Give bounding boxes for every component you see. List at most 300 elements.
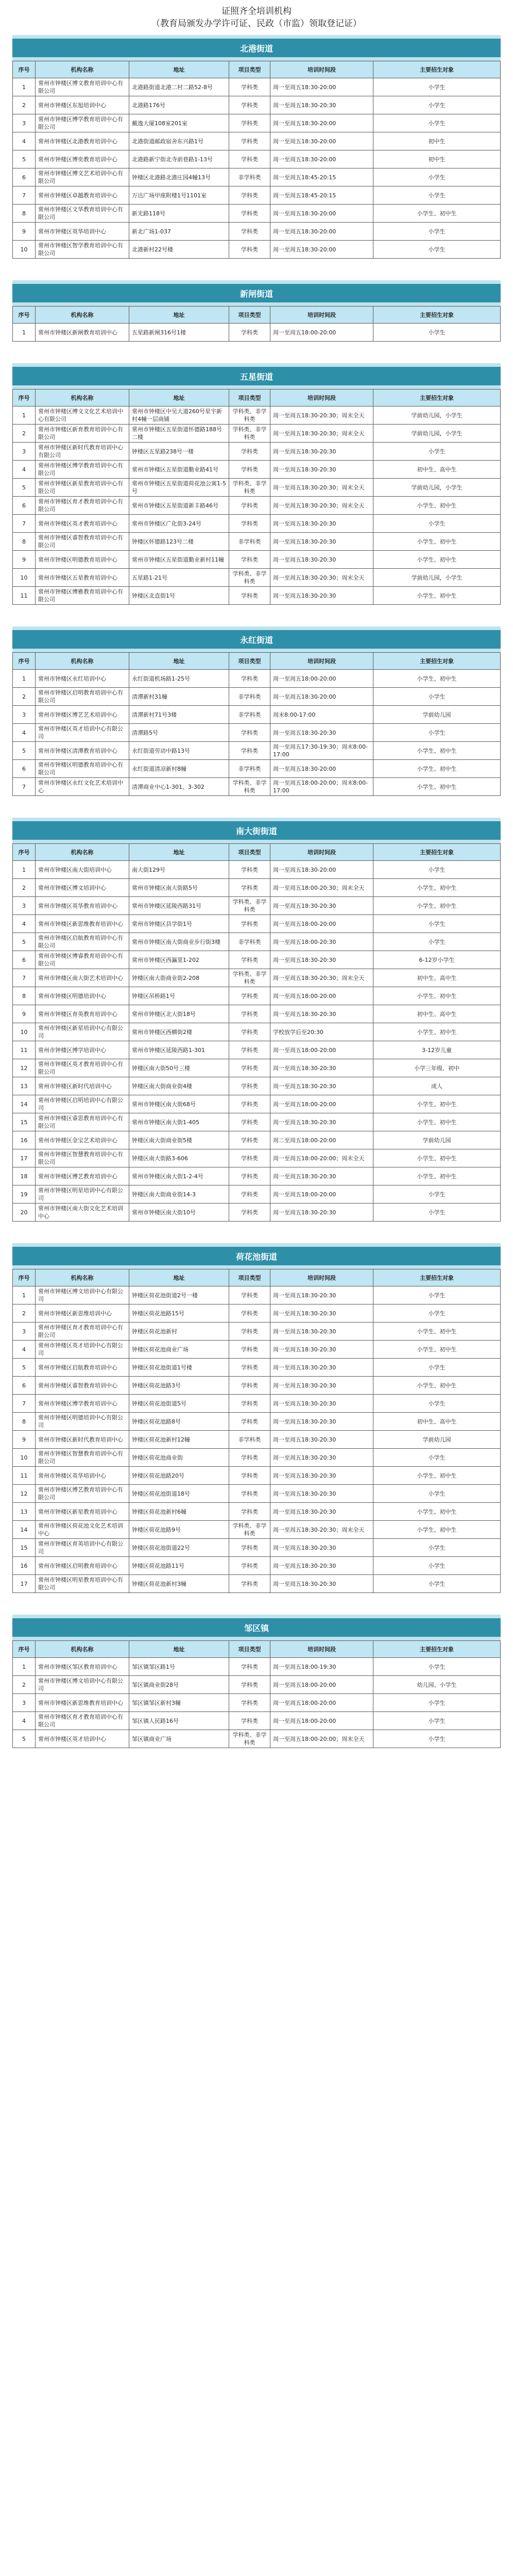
table-cell: 常州市钟楼区永红文化艺术培训中心	[36, 778, 129, 796]
institution-table	[12, 1269, 501, 1593]
table-cell: 周一至周五18:30-20:30	[270, 1304, 373, 1323]
table-row	[13, 915, 501, 933]
institution-table	[12, 843, 501, 1222]
table-cell: 学科类	[229, 1575, 270, 1593]
table-cell: 常州市钟楼区博文艺术培训中心有限公司	[36, 168, 129, 187]
table-row	[13, 1395, 501, 1413]
table-cell: 学科类	[229, 1005, 270, 1023]
table-cell: 周一至周五18:30-20:00	[270, 760, 373, 778]
table-cell: 周一至周五18:45-20:15	[270, 187, 373, 205]
table-row	[13, 861, 501, 879]
table-cell: 18	[13, 1167, 36, 1185]
table-cell: 4	[13, 915, 36, 933]
table-cell: 常州市钟楼区新育教育培训中心有限公司	[36, 425, 129, 443]
table-cell: 钟楼区怀德路123号二楼	[129, 533, 229, 551]
table-row	[13, 1167, 501, 1185]
table-cell: 学科类、非学科类	[229, 1521, 270, 1539]
table-cell: 周一至周五18:30-20:30	[270, 1204, 373, 1222]
table-cell: 常州市钟楼区明星教育培训中心有限公司	[36, 1575, 129, 1593]
table-cell: 初中生、高中生	[373, 461, 501, 479]
table-cell: 小学生	[373, 915, 501, 933]
section-2	[12, 280, 501, 342]
table-cell: 钟楼区荷花池街道5号	[129, 1395, 229, 1413]
table-cell: 17	[13, 1149, 36, 1167]
column-header: 培训时间段	[270, 653, 373, 670]
table-cell: 周一至周五18:00-20:30	[270, 933, 373, 951]
table-row	[13, 1185, 501, 1204]
table-row	[13, 879, 501, 897]
table-row	[13, 1377, 501, 1395]
table-cell: 钟楼区荷花池路8号	[129, 1413, 229, 1431]
table-cell: 4	[13, 1341, 36, 1359]
table-cell: 小学生、初中生	[373, 742, 501, 760]
column-header: 机构名称	[36, 844, 129, 861]
table-cell: 周一至周五18:30-20:30	[270, 1467, 373, 1485]
table-row	[13, 1521, 501, 1539]
table-cell: 5	[13, 742, 36, 760]
table-row	[13, 96, 501, 114]
table-cell: 学科类	[229, 443, 270, 461]
table-cell: 周一至周五18:30-20:00	[270, 114, 373, 132]
table-cell: 周一至周五18:30-20:30	[270, 1359, 373, 1377]
table-cell: 幼儿园、小学生	[373, 1676, 501, 1694]
table-cell: 钟楼区荷花池路11号	[129, 1557, 229, 1575]
table-cell: 常州市钟楼区南大街路5号	[129, 879, 229, 897]
table-cell: 常州市钟楼区明星培训中心有限公司	[36, 1185, 129, 1204]
table-row	[13, 1431, 501, 1449]
title-line-1: 证照齐全培训机构	[221, 6, 292, 16]
table-cell: 常州市钟楼区智学教育培训中心有限公司	[36, 241, 129, 259]
table-cell: 周一至周五18:30-20:30；周末全天	[270, 406, 373, 425]
table-cell: 常州市钟楼区五星街道荷花池公寓1-5号	[129, 479, 229, 497]
table-cell: 钟楼区北直街1号	[129, 587, 229, 605]
section-gap	[0, 1222, 513, 1243]
table-cell: 常州市钟楼区英才培训中心有限公司	[36, 724, 129, 742]
table-cell: 钟楼区荷花池街道22号	[129, 1539, 229, 1557]
table-cell: 常州市钟楼区博雅教育培训中心有限公司	[36, 587, 129, 605]
table-cell: 周一至周五18:00-20:00	[270, 1676, 373, 1694]
table-cell: 7	[13, 187, 36, 205]
table-cell: 周一至周五18:30-20:30	[270, 515, 373, 533]
table-cell: 戴逸大厦108室201室	[129, 114, 229, 132]
table-cell: 初中生、高中生	[373, 969, 501, 987]
table-cell: 常州市钟楼区新时代教育培训中心	[36, 1431, 129, 1449]
table-cell: 周一至周五18:30-20:30	[270, 1286, 373, 1304]
table-cell: 学科类	[229, 879, 270, 897]
table-cell: 学科类	[229, 241, 270, 259]
table-cell: 小学生、初中生	[373, 1323, 501, 1341]
table-cell: 小学生	[373, 1485, 501, 1503]
column-header: 地址	[129, 844, 229, 861]
column-header: 项目类型	[229, 1269, 270, 1286]
table-cell: 小学生、初中生	[373, 987, 501, 1005]
table-cell: 4	[13, 1712, 36, 1730]
table-cell: 学科类	[229, 1204, 270, 1222]
table-cell: 学科类	[229, 861, 270, 879]
table-cell: 小学生	[373, 223, 501, 241]
table-cell: 小学生、初中生	[373, 1521, 501, 1539]
section-6	[12, 1243, 501, 1593]
table-cell: 常州市钟楼区博睿教育培训中心有限公司	[36, 951, 129, 969]
table-cell: 周末8:00-17:00	[270, 706, 373, 724]
section-gap	[0, 605, 513, 626]
table-cell: 20	[13, 1204, 36, 1222]
table-cell: 学科类	[229, 670, 270, 688]
table-cell: 4	[13, 724, 36, 742]
table-cell: 学科类	[229, 150, 270, 168]
table-cell: 学科类、非学科类	[229, 969, 270, 987]
table-row	[13, 479, 501, 497]
table-row	[13, 132, 501, 150]
column-header: 主要招生对象	[373, 307, 501, 324]
table-cell: 学前幼儿园，小学生	[373, 425, 501, 443]
table-cell: 8	[13, 1413, 36, 1431]
table-cell: 5	[13, 150, 36, 168]
table-row	[13, 1730, 501, 1748]
table-cell: 常州市钟楼区英才培训中心有限公司	[36, 1341, 129, 1359]
column-header: 主要招生对象	[373, 844, 501, 861]
table-cell: 钟楼区荷花池新村	[129, 1323, 229, 1341]
table-cell: 常州市钟楼区博奕教育培训中心	[36, 150, 129, 168]
table-cell: 3	[13, 706, 36, 724]
table-cell: 5	[13, 479, 36, 497]
table-cell: 学前幼儿园	[373, 1131, 501, 1149]
table-cell: 周一至周五18:00-20:00	[270, 1041, 373, 1059]
table-cell: 小学生	[373, 1449, 501, 1467]
table-cell: 6-12岁小学生	[373, 951, 501, 969]
table-cell: 常州市钟楼区英才教育培训中心有限公司	[36, 1059, 129, 1077]
table-cell: 钟楼区南大街商业街2-208	[129, 969, 229, 987]
table-cell: 7	[13, 969, 36, 987]
table-cell: 小学生	[373, 933, 501, 951]
section-gap	[0, 796, 513, 818]
table-row	[13, 205, 501, 223]
table-cell: 邹区镇人民路16号	[129, 1712, 229, 1730]
table-cell: 常州市钟楼区五星教育培训中心	[36, 569, 129, 587]
table-cell: 常州市钟楼区育英培训中心有限公司	[36, 1539, 129, 1557]
table-cell: 学科类、非学科类	[229, 778, 270, 796]
table-cell: 常州市钟楼区博学教育培训中心有限公司	[36, 114, 129, 132]
table-cell: 常州市钟楼区新思维教育培训中心	[36, 1694, 129, 1712]
column-header: 项目类型	[229, 653, 270, 670]
table-cell: 常州市钟楼区启明教育培训中心	[36, 1557, 129, 1575]
table-cell: 周一至周五18:30-20:30	[270, 1341, 373, 1359]
table-cell: 8	[13, 205, 36, 223]
column-header: 序号	[13, 389, 36, 406]
table-cell: 清潭商业中心1-301、3-302	[129, 778, 229, 796]
table-cell: 12	[13, 1485, 36, 1503]
table-cell: 周一至周五18:30-20:30	[270, 1377, 373, 1395]
table-cell: 小学生	[373, 187, 501, 205]
table-cell: 周一至周五18:30-20:00	[270, 150, 373, 168]
table-row	[13, 461, 501, 479]
table-cell: 1	[13, 324, 36, 342]
table-cell: 北港街道邮政宿舍东兴路1号	[129, 132, 229, 150]
table-cell: 非学科类	[229, 760, 270, 778]
table-cell: 5	[13, 1359, 36, 1377]
table-cell: 周一至周五18:00-20:00；周末8:00-17:00	[270, 778, 373, 796]
table-cell: 学科类	[229, 1131, 270, 1149]
section-gap	[0, 342, 513, 363]
table-cell: 学科类	[229, 1023, 270, 1041]
table-cell: 常州市钟楼区明德培训中心有限公司	[36, 1413, 129, 1431]
table-cell: 13	[13, 1077, 36, 1095]
table-row	[13, 168, 501, 187]
table-row	[13, 1095, 501, 1113]
table-cell: 常州市钟楼区育才教育培训中心有限公司	[36, 1323, 129, 1341]
table-row	[13, 1503, 501, 1521]
table-cell: 五星路1-21号	[129, 569, 229, 587]
section-5	[12, 818, 501, 1222]
table-cell: 钟楼区荷花池路9号	[129, 1521, 229, 1539]
table-cell: 周一至周五18:00-20:00	[270, 324, 373, 342]
table-cell: 小学生	[373, 1204, 501, 1222]
table-cell: 周一至周五18:30-20:30；周末全天	[270, 1521, 373, 1539]
table-cell: 周一至周五18:30-20:30	[270, 1059, 373, 1077]
table-cell: 常州市钟楼区南大街艺术培训中心	[36, 969, 129, 987]
table-cell: 周一至周五18:30-20:30；周末全天	[270, 497, 373, 515]
table-cell: 3	[13, 897, 36, 915]
table-cell: 学前幼儿园	[373, 1431, 501, 1449]
table-cell: 周一至周五18:30-20:30	[270, 96, 373, 114]
table-cell: 9	[13, 551, 36, 569]
table-cell: 1	[13, 1658, 36, 1676]
table-cell: 永红街道清凉新村8幢	[129, 760, 229, 778]
table-cell: 学科类	[229, 1341, 270, 1359]
table-row	[13, 706, 501, 724]
table-cell: 学科类	[229, 205, 270, 223]
table-cell: 学科类、非学科类	[229, 897, 270, 915]
table-cell: 周一至周五18:30-20:30	[270, 1113, 373, 1131]
table-cell: 常州市钟楼区博文教育培训中心有限公司	[36, 78, 129, 96]
document-title	[0, 0, 513, 35]
table-cell: 学科类	[229, 1503, 270, 1521]
table-cell: 常州市钟楼区五星街道勤业路41号	[129, 461, 229, 479]
table-cell: 周一至周五18:00-20:00	[270, 1185, 373, 1204]
table-row	[13, 987, 501, 1005]
table-cell: 钟楼区南大街路3-606	[129, 1149, 229, 1167]
table-cell: 学科类	[229, 223, 270, 241]
table-cell: 常州市钟楼区五星街道新丰路46号	[129, 497, 229, 515]
column-header: 培训时间段	[270, 307, 373, 324]
table-cell: 14	[13, 1095, 36, 1113]
table-cell: 学科类、非学科类	[229, 425, 270, 443]
table-row	[13, 1341, 501, 1359]
table-header-row	[13, 844, 501, 861]
table-cell: 2	[13, 879, 36, 897]
table-cell: 常州市钟楼区南大街1-2-4号	[129, 1167, 229, 1185]
table-cell: 周一至周五17:30-19:30；周末8:00-17:00	[270, 742, 373, 760]
table-cell: 学科类、非学科类	[229, 406, 270, 425]
table-cell: 周一至周五18:30-20:30	[270, 897, 373, 915]
table-cell: 周一至周五18:30-20:00	[270, 78, 373, 96]
table-cell: 学科类	[229, 951, 270, 969]
table-cell: 2	[13, 425, 36, 443]
table-row	[13, 1449, 501, 1467]
table-cell: 小学生、初中生	[373, 533, 501, 551]
table-row	[13, 324, 501, 342]
table-cell: 3	[13, 1323, 36, 1341]
table-cell: 周一至周五18:30-20:30；周末全天	[270, 969, 373, 987]
table-cell: 北港路176号	[129, 96, 229, 114]
table-cell: 学科类	[229, 724, 270, 742]
table-row	[13, 587, 501, 605]
table-cell: 学科类	[229, 497, 270, 515]
table-cell: 1	[13, 406, 36, 425]
column-header: 机构名称	[36, 1269, 129, 1286]
table-row	[13, 1676, 501, 1694]
table-cell: 初中生	[373, 132, 501, 150]
table-cell: 邹区镇邹区新村3幢	[129, 1694, 229, 1712]
table-cell: 小学生、初中生	[373, 551, 501, 569]
table-cell: 初中生、高中生	[373, 1413, 501, 1431]
table-cell: 学科类	[229, 915, 270, 933]
table-cell: 学前幼儿园，小学生	[373, 479, 501, 497]
table-cell: 6	[13, 497, 36, 515]
table-cell: 7	[13, 515, 36, 533]
column-header: 主要招生对象	[373, 61, 501, 78]
table-cell: 学科类	[229, 1095, 270, 1113]
table-cell: 钟楼区吊桥路1号	[129, 987, 229, 1005]
column-header: 序号	[13, 1641, 36, 1658]
table-cell: 小学生、初中生	[373, 205, 501, 223]
table-cell: 钟楼区南大街50号三楼	[129, 1059, 229, 1077]
table-header-row	[13, 307, 501, 324]
table-cell: 常州市钟楼区明德教育培训中心	[36, 551, 129, 569]
table-row	[13, 897, 501, 915]
table-cell: 小学生	[373, 1730, 501, 1748]
table-cell: 3	[13, 114, 36, 132]
table-cell: 小学生	[373, 688, 501, 706]
table-cell: 常州市钟楼区五星街道勤业新村11幢	[129, 551, 229, 569]
table-row	[13, 1694, 501, 1712]
table-cell: 小学生	[373, 1557, 501, 1575]
table-cell: 小学生	[373, 1712, 501, 1730]
table-cell: 小学生、初中生	[373, 1467, 501, 1485]
section-gap	[0, 1748, 513, 1770]
table-cell: 学科类	[229, 1676, 270, 1694]
table-cell: 南大街129号	[129, 861, 229, 879]
table-cell: 学科类	[229, 1323, 270, 1341]
table-cell: 周一至周五18:30-20:00	[270, 688, 373, 706]
column-header: 序号	[13, 653, 36, 670]
table-cell: 学科类	[229, 1658, 270, 1676]
table-cell: 周一至周五18:00-20:00	[270, 670, 373, 688]
table-cell: 常州市钟楼区英华教育培训中心	[36, 897, 129, 915]
table-cell: 常州市钟楼区英华培训中心	[36, 1467, 129, 1485]
table-cell: 周一至周五18:30-20:00	[270, 241, 373, 259]
table-cell: 常州市钟楼区博文文化艺术培训中心有限公司	[36, 406, 129, 425]
table-cell: 学科类	[229, 1304, 270, 1323]
table-cell: 周一至周五18:30-20:30	[270, 724, 373, 742]
table-cell: 永红街道劳动中路13号	[129, 742, 229, 760]
table-cell: 非学科类	[229, 933, 270, 951]
table-cell: 常州市钟楼区新星教育培训中心	[36, 1503, 129, 1521]
column-header: 地址	[129, 307, 229, 324]
table-cell: 周一至周五18:30-20:30	[270, 951, 373, 969]
table-cell: 常州市钟楼区县学街1号	[129, 915, 229, 933]
table-cell: 周一至周五18:30-20:30	[270, 1077, 373, 1095]
table-cell: 学科类	[229, 551, 270, 569]
column-header: 地址	[129, 1641, 229, 1658]
table-cell: 常州市钟楼区博学培训中心	[36, 1041, 129, 1059]
table-row	[13, 406, 501, 425]
table-cell: 常州市钟楼区北大街18号	[129, 1005, 229, 1023]
column-header: 序号	[13, 61, 36, 78]
table-cell: 学前幼儿园，小学生	[373, 406, 501, 425]
table-cell: 周一至周五18:00-20:00；周末全天	[270, 1730, 373, 1748]
table-cell: 常州市钟楼区启航教育培训中心有限公司	[36, 933, 129, 951]
column-header: 序号	[13, 1269, 36, 1286]
table-cell: 学科类	[229, 1041, 270, 1059]
table-cell: 小学三年级、初中	[373, 1059, 501, 1077]
table-cell: 周一至周五18:00-20:30；周末全天	[270, 879, 373, 897]
table-header-row	[13, 61, 501, 78]
table-cell: 邹区镇商业广场	[129, 1730, 229, 1748]
table-cell: 学科类	[229, 1539, 270, 1557]
table-cell: 学科类	[229, 1359, 270, 1377]
table-cell: 2	[13, 1676, 36, 1694]
table-cell: 常州市钟楼区新星教育培训中心有限公司	[36, 479, 129, 497]
table-cell: 周一至周五18:00-20:00	[270, 915, 373, 933]
table-cell: 常州市钟楼区英才教育培训中心	[36, 515, 129, 533]
table-cell: 6	[13, 760, 36, 778]
table-cell: 常州市钟楼区睿思教育培训中心有限公司	[36, 1113, 129, 1131]
table-cell: 周二至周五18:00-20:00	[270, 1131, 373, 1149]
table-cell: 学科类	[229, 96, 270, 114]
column-header: 项目类型	[229, 307, 270, 324]
table-cell: 学科类	[229, 587, 270, 605]
table-cell: 小学生	[373, 1694, 501, 1712]
table-cell: 周一至周五18:30-20:30	[270, 1431, 373, 1449]
table-cell: 常州市钟楼区南大街10号	[129, 1204, 229, 1222]
table-cell: 3-12岁儿童	[373, 1041, 501, 1059]
table-cell: 常州市钟楼区明德教育培训中心有限公司	[36, 760, 129, 778]
table-row	[13, 1286, 501, 1304]
table-cell: 学科类	[229, 1557, 270, 1575]
table-cell: 周一至周五18:30-20:00	[270, 205, 373, 223]
table-cell: 6	[13, 168, 36, 187]
table-cell: 学科类	[229, 78, 270, 96]
table-cell: 非学科类	[229, 533, 270, 551]
table-cell: 常州市钟楼区博艺教育培训中心有限公司	[36, 1485, 129, 1503]
table-cell: 常州市钟楼区博文培训中心有限公司	[36, 1286, 129, 1304]
table-cell: 常州市钟楼区博学教育培训中心有限公司	[36, 461, 129, 479]
table-cell: 常州市钟楼区新思维培训中心	[36, 1304, 129, 1323]
table-cell: 小学生	[373, 78, 501, 96]
column-header: 机构名称	[36, 61, 129, 78]
table-cell: 小学生、初中生	[373, 1341, 501, 1359]
table-cell: 常州市钟楼区金宝艺术培训中心	[36, 1131, 129, 1149]
table-cell: 小学生	[373, 241, 501, 259]
table-cell: 13	[13, 1503, 36, 1521]
table-cell: 16	[13, 1131, 36, 1149]
table-cell: 常州市钟楼区新时代培训中心	[36, 1077, 129, 1095]
table-cell: 常州市钟楼区中吴大道260号星宇新村4幢一层商铺	[129, 406, 229, 425]
table-cell: 3	[13, 1694, 36, 1712]
table-cell: 非学科类	[229, 706, 270, 724]
table-cell: 小学生	[373, 1185, 501, 1204]
table-cell: 小学生	[373, 1658, 501, 1676]
table-cell: 周一至周五18:30-20:30	[270, 1503, 373, 1521]
section-7	[12, 1615, 501, 1748]
table-cell: 钟楼区荷花池新村6幢	[129, 1503, 229, 1521]
table-cell: 五星路新闸316号1楼	[129, 324, 229, 342]
table-cell: 北港路新宁街北寺前巷路1-13号	[129, 150, 229, 168]
table-cell: 周一至周五18:30-20:30；周末全天	[270, 425, 373, 443]
table-cell: 新北广场1-037	[129, 223, 229, 241]
column-header: 机构名称	[36, 1641, 129, 1658]
